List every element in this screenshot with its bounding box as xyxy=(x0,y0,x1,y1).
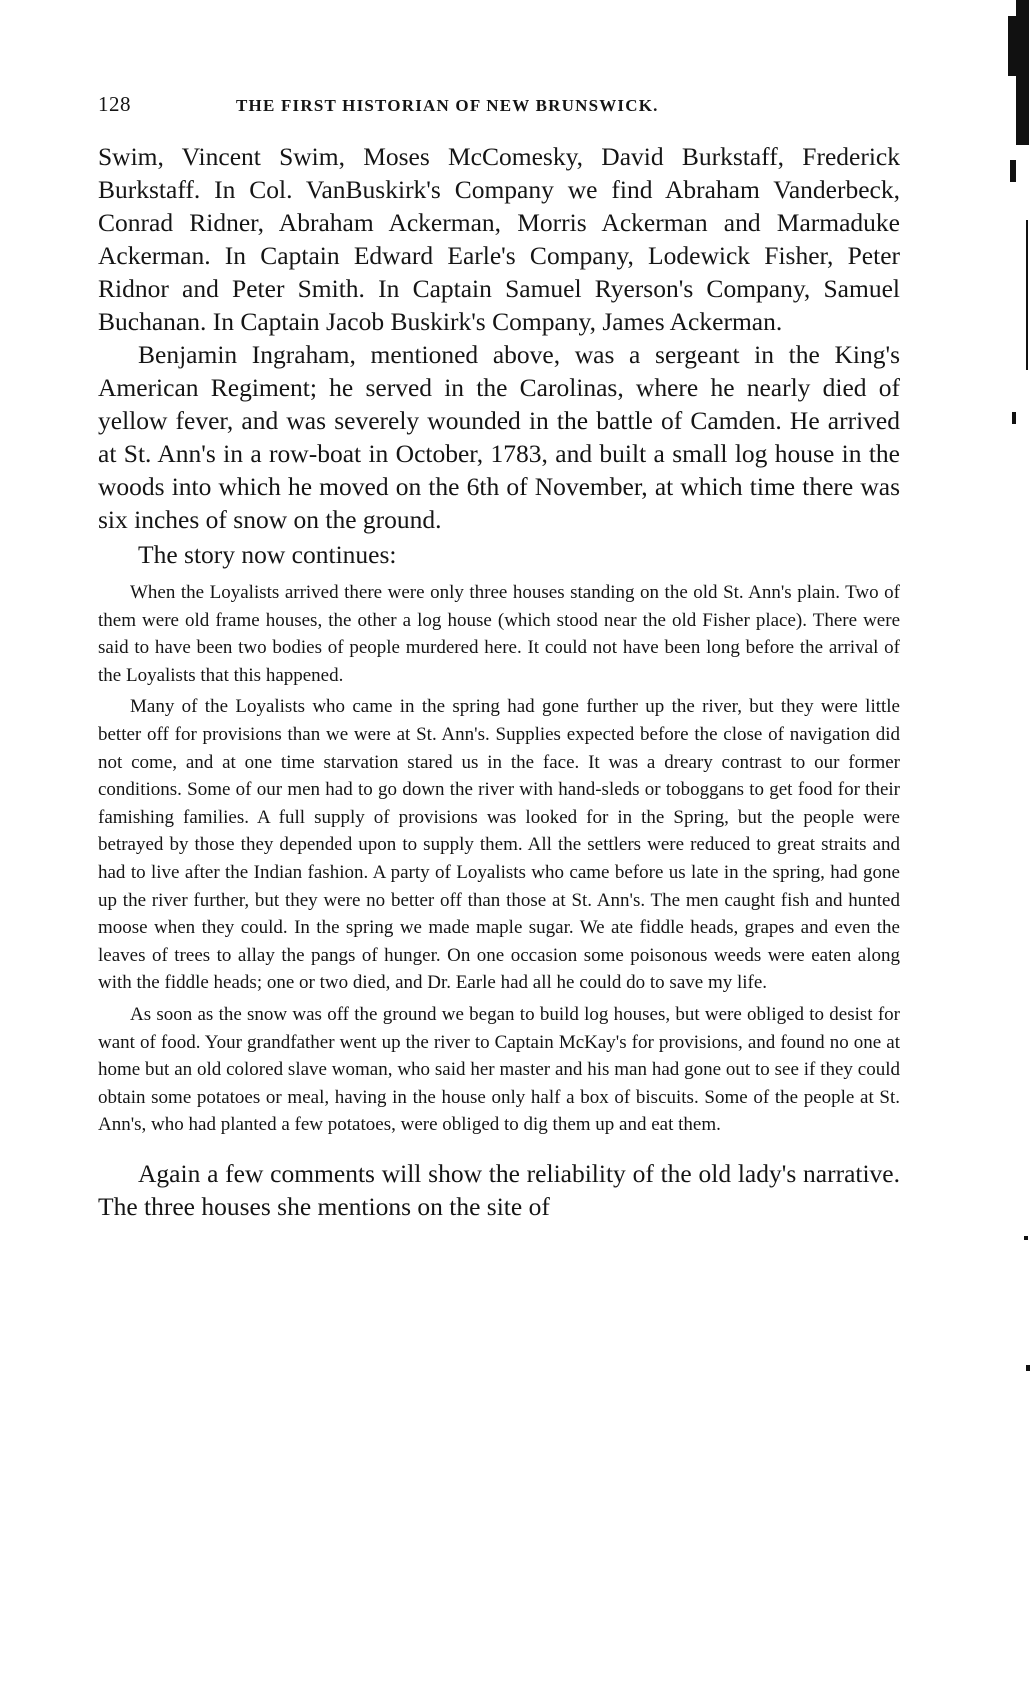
quote-intro: The story now continues: xyxy=(138,540,397,569)
page-header xyxy=(98,92,900,132)
closing-paragraph: Again a few comments will show the reliability of the old lady's narrative. The three houses she mentions on the site of xyxy=(98,1158,900,1221)
running-title: THE FIRST HISTORIAN OF NEW BRUNSWICK. xyxy=(236,96,659,115)
body-paragraph: Benjamin Ingraham, mentioned above, was a sergeant in the King's American Regiment; he served in the Carolinas, where he nearly died of yellow fever, and was severely wounded in the battle of Camden. He arrived at St. Ann's in a row-boat in October, 1783, and built a small log house in the woods into which he moved on the 6th of November, at which time there was six inches of snow on the ground. xyxy=(98,340,900,534)
scan-edge-mark xyxy=(1008,16,1016,76)
scan-edge-mark xyxy=(1026,220,1028,370)
quote-paragraph: Many of the Loyalists who came in the spring had gone further up the river, but they were little better off for provisions than we were at St. Ann's. Supplies expected before the close of navigation did not come, and at one time starvation stared us in the face. It was a dreary contrast to our former conditions. Some of our men had to go down the river with hand-sleds or toboggans to get food for their famishing families. A full supply of provisions was looked for in the Spring, but the people were betrayed by those they depended upon to supply them. All the settlers were reduced to great straits and had to live after the Indian fashion. A party of Loyalists who came before us late in the spring, had gone up the river further, but they were no better off than those at St. Ann's. The men caught fish and hunted moose when they could. In the spring we made maple sugar. We ate fiddle heads, grapes and even the leaves of trees to allay the pangs of hunger. On one occasion some poisonous weeds were eaten along with the fiddle heads; one or two died, and Dr. Earle had all he could do to save my life. xyxy=(98,696,900,994)
scan-edge-mark xyxy=(1024,1236,1028,1240)
page-number: 128 xyxy=(98,92,131,116)
scan-edge-mark xyxy=(1010,160,1016,182)
scan-edge-mark xyxy=(1026,1365,1030,1371)
book-page xyxy=(98,92,900,1223)
scan-edge-mark xyxy=(1016,0,1029,145)
body-paragraph: Swim, Vincent Swim, Moses McComesky, David Burkstaff, Frederick Burkstaff. In Col. VanBuskirk's Company we find Abraham Vanderbeck, Conrad Ridner, Abraham Ackerman, Morris Ackerman and Marmaduke Ackerman. In Captain Edward Earle's Company, Lodewick Fisher, Peter Ridnor and Peter Smith. In Captain Samuel Ryerson's Company, Samuel Buchanan. In Captain Jacob Buskirk's Company, James Ackerman. xyxy=(98,142,900,336)
quote-paragraph: As soon as the snow was off the ground we began to build log houses, but were obliged to desist for want of food. Your grandfather went up the river to Captain McKay's for provisions, and found no one at home but an old colored slave woman, who said her master and his man had gone out to see if they could obtain some potatoes or meal, having in the house only half a box of biscuits. Some of the people at St. Ann's, who had planted a few potatoes, were obliged to dig them up and eat them. xyxy=(98,1003,900,1136)
scan-edge-mark xyxy=(1012,412,1016,424)
block-quote xyxy=(98,579,900,1139)
quote-paragraph: When the Loyalists arrived there were only three houses standing on the old St. Ann's plain. Two of them were old frame houses, the other a log house (which stood near the old Fisher place). There were said to have been two bodies of people murdered here. It could not have been long before the arrival of the Loyalists that this happened. xyxy=(98,582,900,686)
